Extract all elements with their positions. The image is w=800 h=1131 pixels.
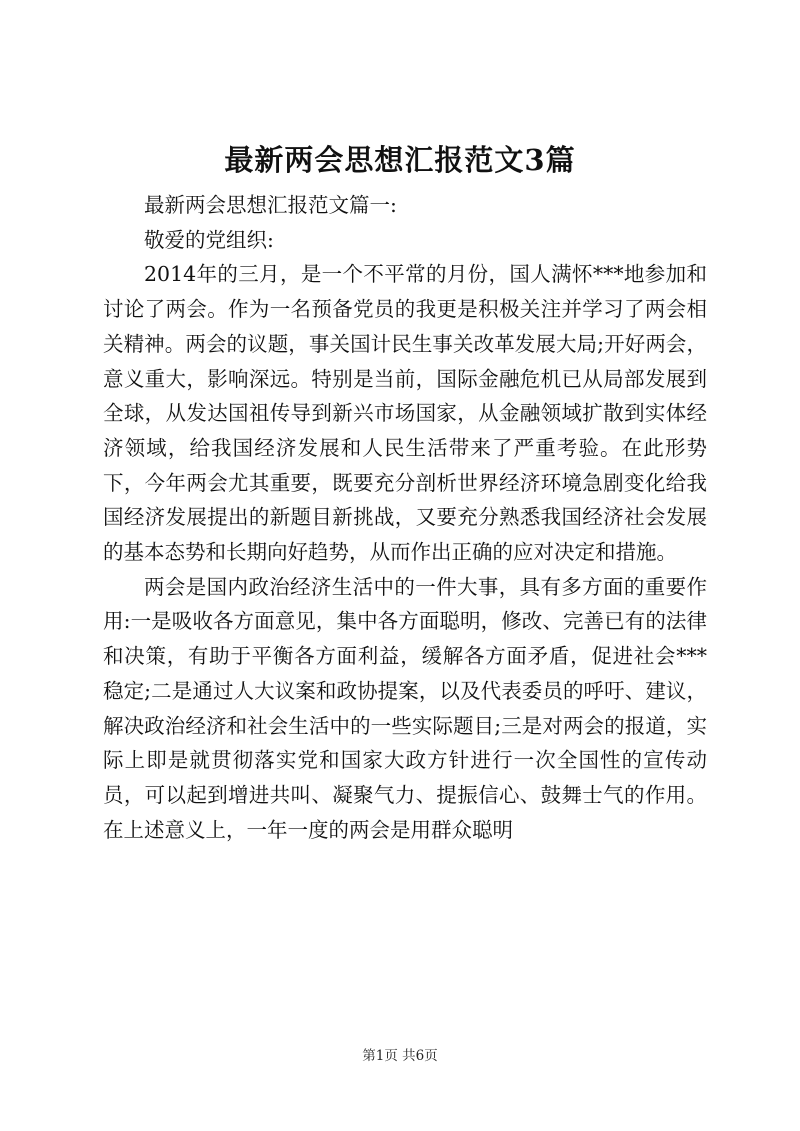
paragraph-body-1: 2014年的三月，是一个不平常的月份，国人满怀***地参加和讨论了两会。作为一名预备党员的我更是积极关注并学习了两会相关精神。两会的议题，事关国计民生事关改革发展大局;开好两会，意义重大，影响深远。特别是当前，国际金融危机已从局部发展到全球，从发达国祖传导到新兴市场国家，从金融领域扩散到实体经济领域，给我国经济发展和人民生活带来了严重考验。在此形势下，今年两会尤其重要，既要充分剖析世界经济环境急剧变化给我国经济发展提出的新题目新挑战，又要充分熟悉我国经济社会发展的基本态势和长期向好趋势，从而作出正确的应对决定和措施。 — [103, 262, 707, 565]
paragraph-body-2: 两会是国内政治经济生活中的一件大事，具有多方面的重要作用:一是吸收各方面意见，集中各方面聪明，修改、完善已有的法律和决策，有助于平衡各方面利益，缓解各方面矛盾，促进社会***稳定;二是通过人大议案和政协提案，以及代表委员的呼吁、建议，解决政治经济和社会生活中的一些实际题目;三是对两会的报道，实际上即是就贯彻落实党和国家大政方针进行一次全国性的宣传动员，可以起到增进共叫、凝聚气力、提振信心、鼓舞士气的作用。在上述意义上，一年一度的两会是用群众聪明 — [103, 574, 707, 842]
paragraph-salutation: 敬爱的党组织: — [144, 227, 274, 252]
document-body — [103, 188, 707, 847]
document-title: 最新两会思想汇报范文3篇 — [224, 143, 576, 177]
page-footer: 第1页 共6页 — [362, 1048, 438, 1064]
paragraph-heading: 最新两会思想汇报范文篇一: — [144, 193, 397, 217]
